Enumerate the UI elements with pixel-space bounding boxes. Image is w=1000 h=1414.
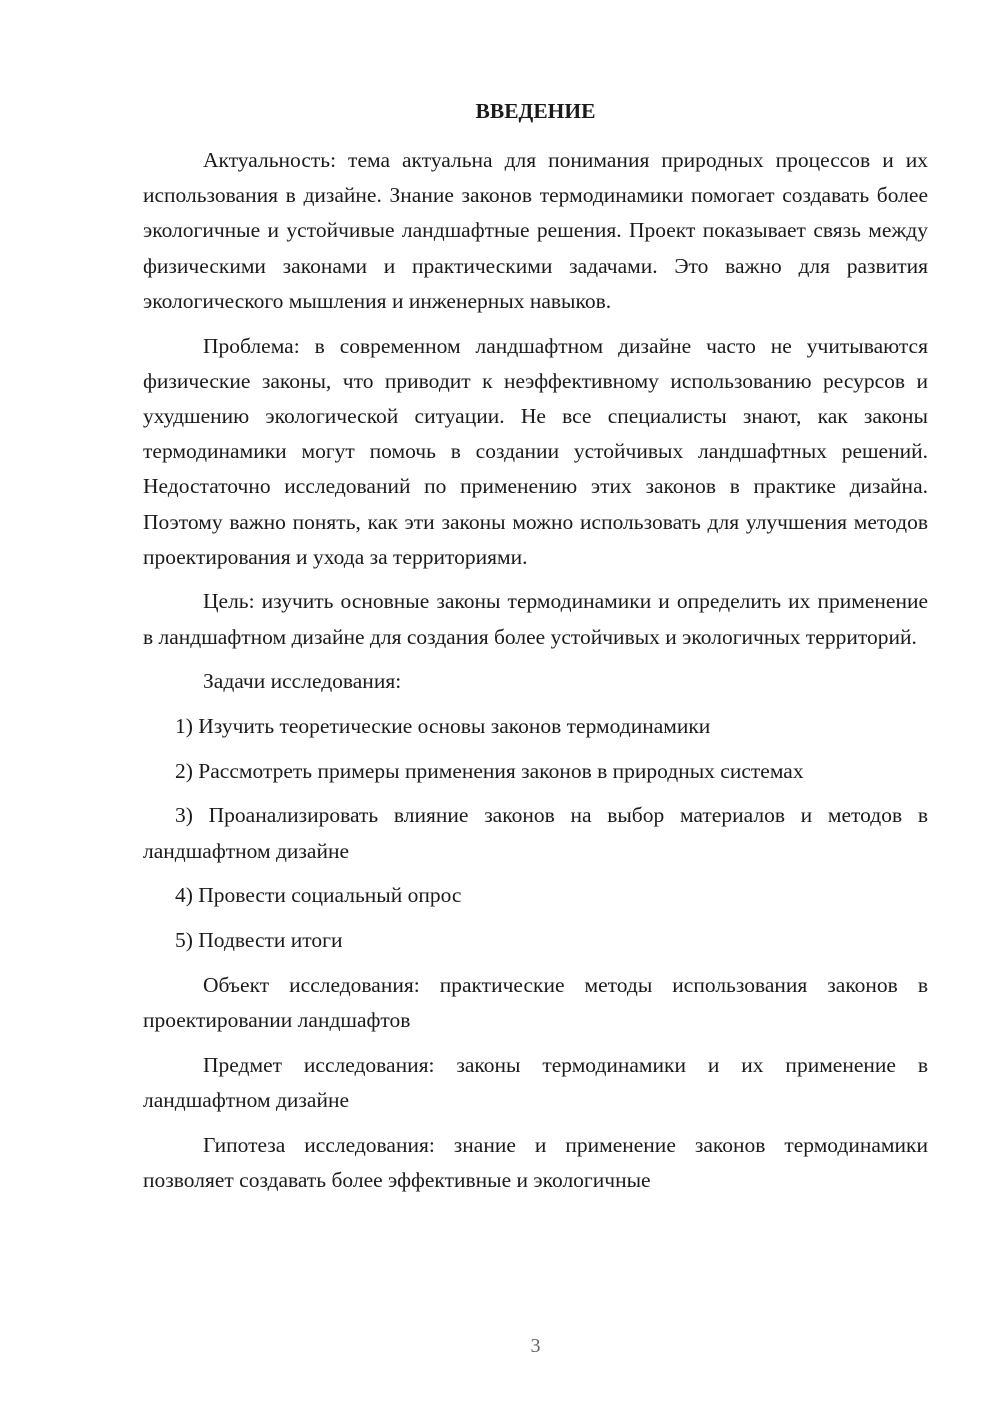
section-heading: ВВЕДЕНИЕ: [475, 99, 596, 123]
body-text: [143, 143, 928, 1198]
task-item-4: 4) Провести социальный опрос: [175, 883, 462, 908]
goal-paragraph: Цель: изучить основные законы термодинамики и определить их применение в ландшафтном дизайне для создания более устойчивых и экологичных территорий.: [143, 589, 928, 649]
problem-paragraph: Проблема: в современном ландшафтном дизайне часто не учитываются физические законы, что приводит к неэффективному использованию ресурсов и ухудшению экологической ситуации. Не все специалисты знают, как законы термодинамики могут помочь в создании устойчивых ландшафтных решений. Недостаточно исследований по применению этих законов в практике дизайна. Поэтому важно понять, как эти законы можно использовать для улучшения методов проектирования и ухода за территориями.: [143, 333, 928, 569]
hypothesis-paragraph: Гипотеза исследования: знание и применение законов термодинамики позволяет создавать более эффективные и экологичные: [143, 1132, 928, 1192]
task-item-1: 1) Изучить теоретические основы законов термодинамики: [175, 714, 711, 739]
document-page: [143, 0, 928, 1414]
object-paragraph: Объект исследования: практические методы использования законов в проектировании ландшафтов: [143, 972, 928, 1032]
task-item-5: 5) Подвести итоги: [175, 928, 343, 953]
subject-paragraph: Предмет исследования: законы термодинамики и их применение в ландшафтном дизайне: [143, 1052, 928, 1112]
task-item-2: 2) Рассмотреть примеры применения законов в природных системах: [175, 758, 804, 783]
tasks-title: Задачи исследования:: [203, 669, 402, 694]
task-item-3: 3) Проанализировать влияние законов на выбор материалов и методов в ландшафтном дизайне: [143, 803, 928, 863]
page-number: 3: [530, 1335, 541, 1357]
relevance-paragraph: Актуальность: тема актуальна для понимания природных процессов и их использования в дизайне. Знание законов термодинамики помогает создавать более экологичные и устойчивые ландшафтные решения. Проект показывает связь между физическими законами и практическими задачами. Это важно для развития экологического мышления и инженерных навыков.: [143, 148, 928, 313]
